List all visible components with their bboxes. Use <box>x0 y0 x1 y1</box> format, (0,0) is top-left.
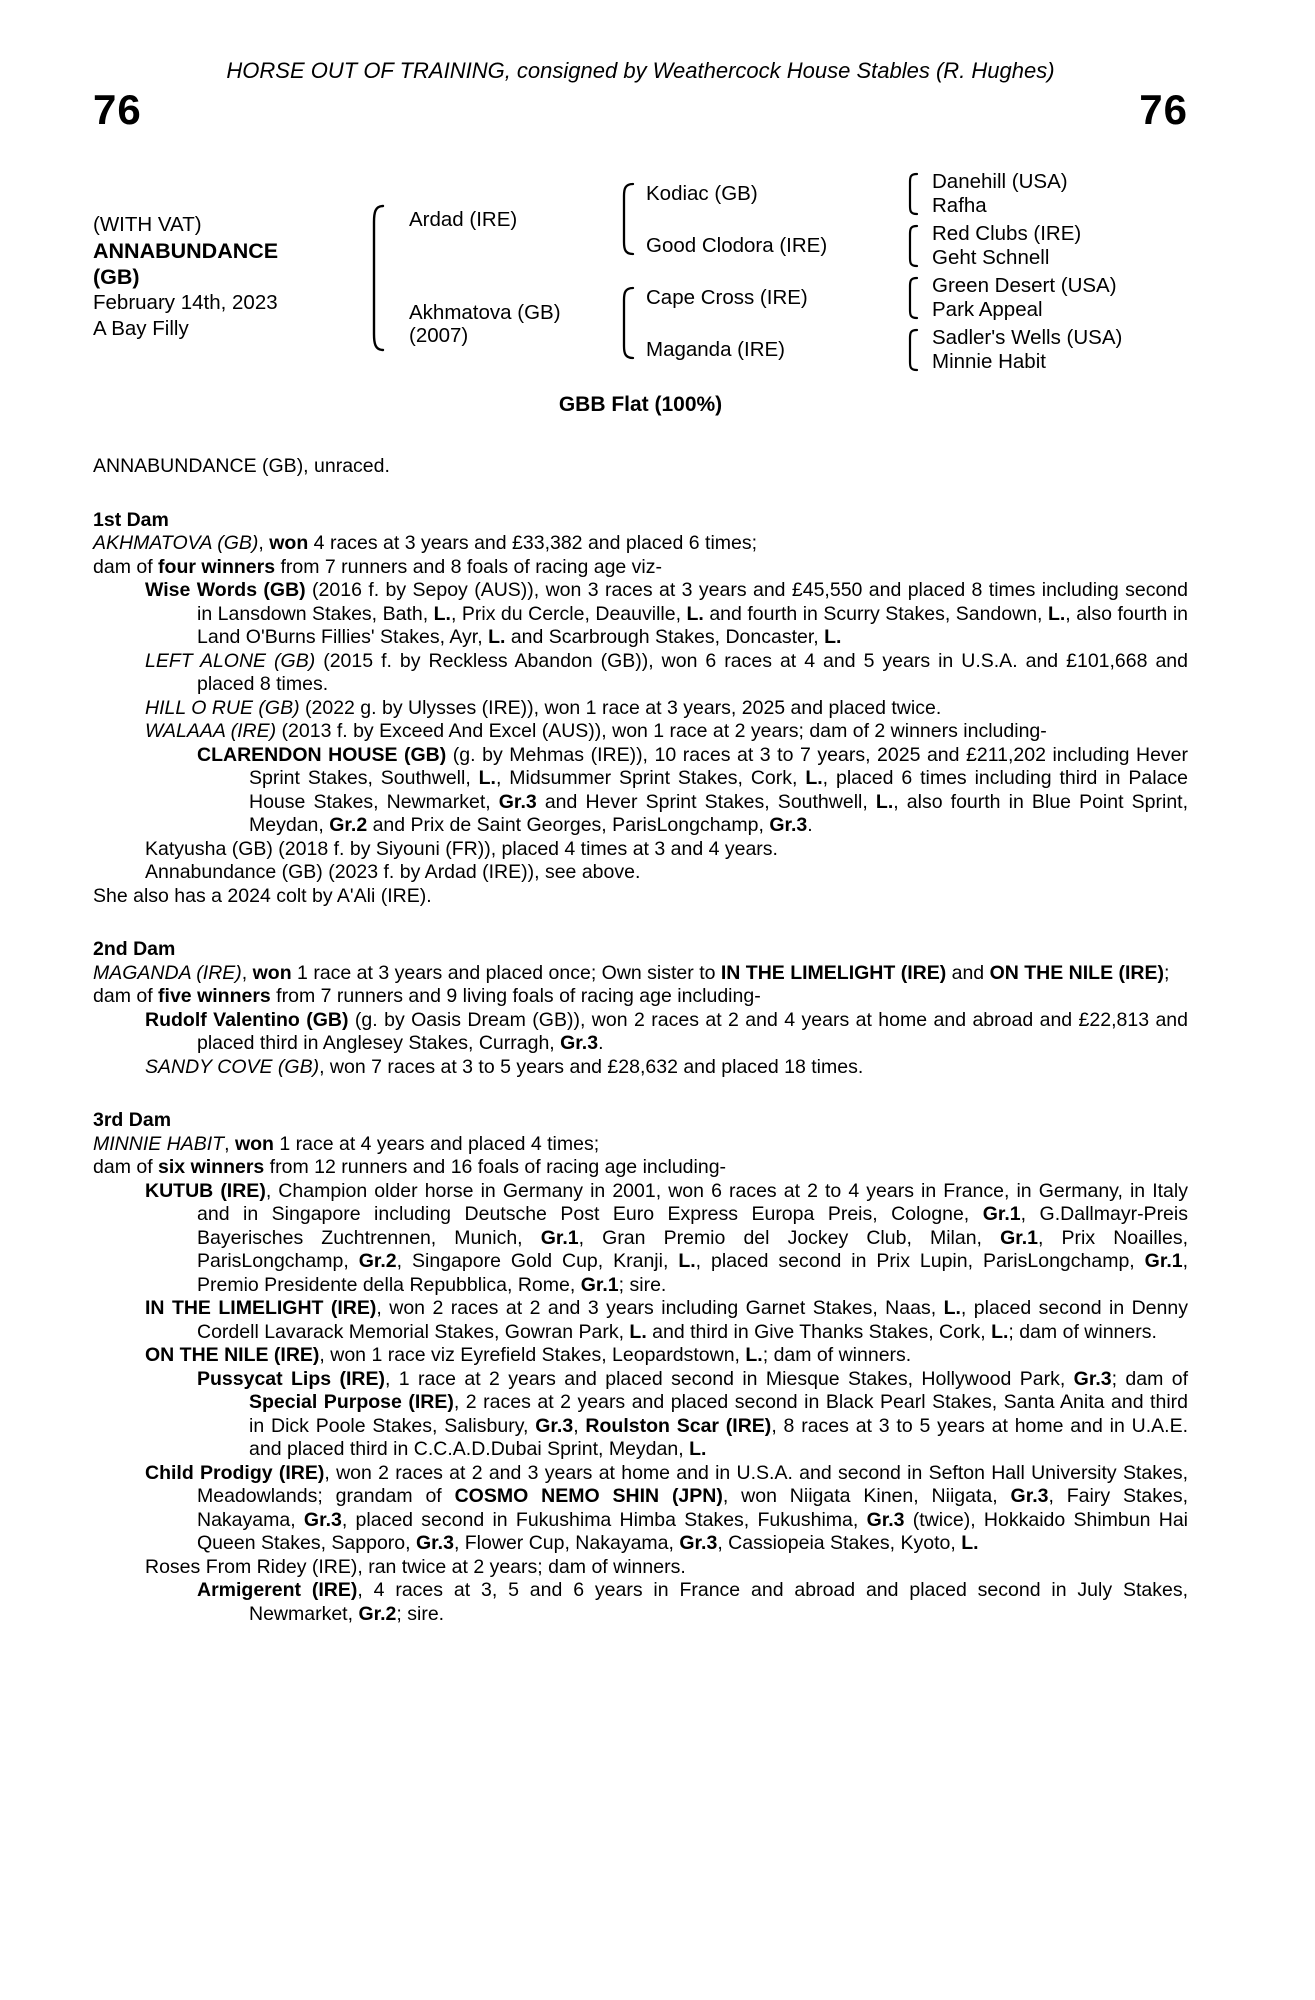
great-grandparent-name: Danehill (USA) <box>932 170 1068 193</box>
pedigree-brace-icon <box>368 204 386 352</box>
paragraph-gap <box>93 479 1188 509</box>
paragraph-gap <box>93 1079 1188 1109</box>
she-also-line: She also has a 2024 colt by A'Ali (IRE). <box>93 884 432 907</box>
consignor-header: HORSE OUT OF TRAINING, consigned by Weathercock House Stables (R. Hughes) <box>226 58 1055 83</box>
grandsire-name: Kodiac (GB) <box>646 182 758 205</box>
paragraph-gap <box>93 908 1188 938</box>
granddam-name: Maganda (IRE) <box>646 338 786 361</box>
great-grandparent-name: Geht Schnell <box>932 246 1050 269</box>
produce-left-alone: LEFT ALONE (GB) (2015 f. by Reckless Abandon (GB)), won 6 races at 4 and 5 years in U.S.A. and £101,668 and placed 8 times. <box>145 649 1188 695</box>
pedigree-narrative <box>93 455 1188 1626</box>
great-grandparent-name: Green Desert (USA) <box>932 274 1117 297</box>
lot-number-left: 76 <box>93 86 142 133</box>
produce-rudolf-valentino: Rudolf Valentino (GB) (g. by Oasis Dream (GB)), won 2 races at 2 and 4 years at home and abroad and £22,813 and placed third in Anglesey Stakes, Curragh, Gr.3. <box>145 1008 1188 1054</box>
great-grandparent-name: Minnie Habit <box>932 350 1046 373</box>
produce-wise-words: Wise Words (GB) (2016 f. by Sepoy (AUS)), won 3 races at 3 years and £45,550 and placed 8 times including second in Lansdown Stakes, Bath, L., Prix du Cercle, Deauville, L. and fourth in Scurry Stakes, Sandown, L., also fourth in Land O'Burns Fillies' Stakes, Ayr, L. and Scarbrough Stakes, Doncaster, L. <box>145 579 1188 648</box>
unraced-line: ANNABUNDANCE (GB), unraced. <box>93 455 390 477</box>
pedigree-brace-icon <box>618 286 636 360</box>
first-dam-produce-intro: dam of four winners from 7 runners and 8 foals of racing age viz- <box>93 555 663 578</box>
horse-name-line2: (GB) <box>93 265 140 289</box>
produce-clarendon-house: CLARENDON HOUSE (GB) (g. by Mehmas (IRE)), 10 races at 3 to 7 years, 2025 and £211,202 including Hever Sprint Stakes, Southwell, L., Midsummer Sprint Stakes, Cork, L., placed 6 times including third in Palace House Stakes, Newmarket, Gr.3 and Hever Sprint Stakes, Southwell, L., also fourth in Blue Point Sprint, Meydan, Gr.2 and Prix de Saint Georges, ParisLongchamp, Gr.3. <box>197 743 1188 836</box>
produce-on-the-nile: ON THE NILE (IRE), won 1 race viz Eyrefield Stakes, Leopardstown, L.; dam of winners. <box>145 1344 912 1366</box>
produce-katyusha: Katyusha (GB) (2018 f. by Siyouni (FR)), placed 4 times at 3 and 4 years. <box>145 837 778 860</box>
second-dam-produce-intro: dam of five winners from 7 runners and 9 living foals of racing age including- <box>93 985 761 1007</box>
foaling-date: February 14th, 2023 <box>93 291 278 314</box>
pedigree-brace-icon <box>618 182 636 256</box>
grandsire-name: Cape Cross (IRE) <box>646 286 808 309</box>
great-grandparent-name: Red Clubs (IRE) <box>932 222 1082 245</box>
gbb-eligibility-label: GBB Flat (100%) <box>558 393 723 416</box>
second-dam-summary: MAGANDA (IRE), won 1 race at 3 years and placed once; Own sister to IN THE LIMELIGHT (IRE) and ON THE NILE (IRE); <box>93 961 1170 984</box>
produce-roses-from-ridey: Roses From Ridey (IRE), ran twice at 2 years; dam of winners. <box>145 1555 686 1578</box>
dam-section-heading-1: 1st Dam <box>93 508 169 531</box>
horse-name-line1: ANNABUNDANCE <box>93 239 279 263</box>
produce-in-the-limelight: IN THE LIMELIGHT (IRE), won 2 races at 2 and 3 years including Garnet Stakes, Naas, L., placed second in Denny Cordell Lavarack Memorial Stakes, Gowran Park, L. and third in Give Thanks Stakes, Cork, L.; dam of winners. <box>145 1297 1188 1343</box>
produce-annabundance: Annabundance (GB) (2023 f. by Ardad (IRE)), see above. <box>145 861 641 883</box>
lot-number-right: 76 <box>1139 86 1188 133</box>
great-grandparent-name: Park Appeal <box>932 298 1043 321</box>
pedigree-brace-icon <box>904 224 920 268</box>
produce-walaaa: WALAAA (IRE) (2013 f. by Exceed And Excel (AUS)), won 1 race at 2 years; dam of 2 winners including- <box>145 720 1047 742</box>
pedigree-brace-icon <box>904 276 920 320</box>
third-dam-summary: MINNIE HABIT, won 1 race at 4 years and placed 4 times; <box>93 1132 600 1155</box>
dam-section-heading-2: 2nd Dam <box>93 938 176 960</box>
dam-name-line2: (2007) <box>409 324 469 347</box>
produce-armigerent: Armigerent (IRE), 4 races at 3, 5 and 6 years in France and abroad and placed second in July Stakes, Newmarket, Gr.2; sire. <box>197 1579 1188 1625</box>
pedigree-brace-icon <box>904 172 920 216</box>
vat-note: (WITH VAT) <box>93 213 202 236</box>
sex-description: A Bay Filly <box>93 317 189 340</box>
great-grandparent-name: Rafha <box>932 194 987 217</box>
produce-pussycat-lips: Pussycat Lips (IRE), 1 race at 2 years and placed second in Miesque Stakes, Hollywood Park, Gr.3; dam of Special Purpose (IRE), 2 races at 2 years and placed second in Black Pearl Stakes, Santa Anita and third in Dick Poole Stakes, Salisbury, Gr.3, Roulston Scar (IRE), 8 races at 3 to 5 years at home and in U.A.E. and placed third in C.C.A.D.Dubai Sprint, Meydan, L. <box>197 1367 1188 1460</box>
produce-hill-o-rue: HILL O RUE (GB) (2022 g. by Ulysses (IRE)), won 1 race at 3 years, 2025 and placed twice. <box>145 696 942 719</box>
great-grandparent-name: Sadler's Wells (USA) <box>932 326 1123 349</box>
dam-name-line1: Akhmatova (GB) <box>409 301 561 324</box>
produce-child-prodigy: Child Prodigy (IRE), won 2 races at 2 and 3 years at home and in U.S.A. and second in Sefton Hall University Stakes, Meadowlands; grandam of COSMO NEMO SHIN (JPN), won Niigata Kinen, Niigata, Gr.3, Fairy Stakes, Nakayama, Gr.3, placed second in Fukushima Himba Stakes, Fukushima, Gr.3 (twice), Hokkaido Shimbun Hai Queen Stakes, Sapporo, Gr.3, Flower Cup, Nakayama, Gr.3, Cassiopeia Stakes, Kyoto, L. <box>145 1461 1189 1554</box>
dam-section-heading-3: 3rd Dam <box>93 1109 172 1131</box>
granddam-name: Good Clodora (IRE) <box>646 234 828 257</box>
produce-sandy-cove: SANDY COVE (GB), won 7 races at 3 to 5 years and £28,632 and placed 18 times. <box>145 1055 864 1078</box>
third-dam-produce-intro: dam of six winners from 12 runners and 16 foals of racing age including- <box>93 1156 727 1178</box>
produce-kutub: KUTUB (IRE), Champion older horse in Germany in 2001, won 6 races at 2 to 4 years in France, in Germany, in Italy and in Singapore including Deutsche Post Euro Express Europa Preis, Cologne, Gr.1, G.Dallmayr-Preis Bayerisches Zuchtrennen, Munich, Gr.1, Gran Premio del Jockey Club, Milan, Gr.1, Prix Noailles, ParisLongchamp, Gr.2, Singapore Gold Cup, Kranji, L., placed second in Prix Lupin, ParisLongchamp, Gr.1, Premio Presidente della Repubblica, Rome, Gr.1; sire. <box>145 1179 1189 1296</box>
sire-name: Ardad (IRE) <box>409 208 518 231</box>
first-dam-summary: AKHMATOVA (GB), won 4 races at 3 years and £33,382 and placed 6 times; <box>93 532 758 554</box>
pedigree-brace-icon <box>904 328 920 372</box>
